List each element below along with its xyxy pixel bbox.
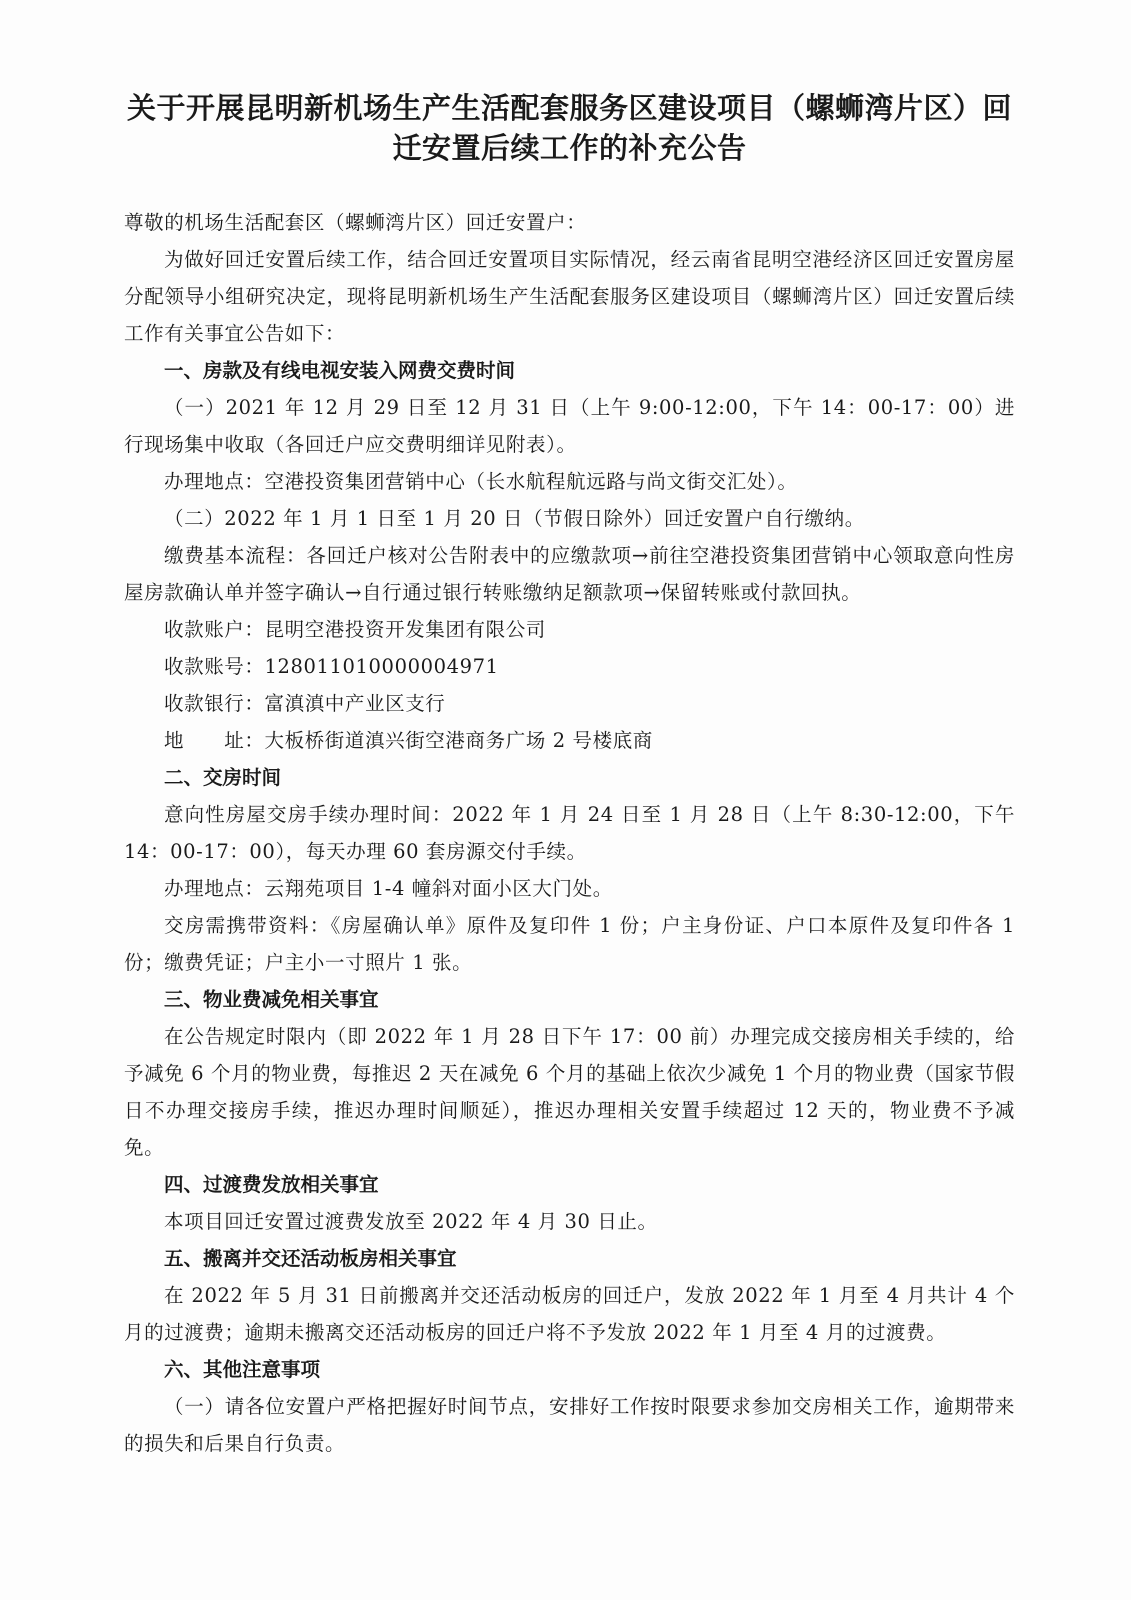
intro-paragraph: 为做好回迁安置后续工作，结合回迁安置项目实际情况，经云南省昆明空港经济区回迁安置房屋分配领导小组研究决定，现将昆明新机场生产生活配套服务区建设项目（螺蛳湾片区）回迁安置后续工作有关事宜公告如下： [124, 248, 1015, 345]
section-5-paragraph: 在 2022 年 5 月 31 日前搬离并交还活动板房的回迁户，发放 2022 年 1 月至 4 月共计 4 个月的过渡费；逾期未搬离交还活动板房的回迁户将不予发放 2022 年 1 月至 4 月的过渡费。 [124, 1284, 1015, 1344]
title-line-1: 关于开展昆明新机场生产生活配套服务区建设项目（螺蛳湾片区）回 [126, 91, 1012, 125]
payee-bank: 收款银行：富滇滇中产业区支行 [164, 692, 446, 715]
salutation: 尊敬的机场生活配套区（螺蛳湾片区）回迁安置户： [124, 211, 587, 234]
document-title [124, 88, 1015, 168]
section-5-heading: 五、搬离并交还活动板房相关事宜 [164, 1247, 457, 1270]
section-1-process: 缴费基本流程：各回迁户核对公告附表中的应缴款项→前往空港投资集团营销中心领取意向性房屋房款确认单并签字确认→自行通过银行转账缴纳足额款项→保留转账或付款回执。 [124, 544, 1015, 604]
section-2-materials: 交房需携带资料：《房屋确认单》原件及复印件 1 份；户主身份证、户口本原件及复印件各 1 份；缴费凭证；户主小一寸照片 1 张。 [124, 914, 1015, 974]
section-3-heading: 三、物业费减免相关事宜 [164, 988, 379, 1011]
section-1-paragraph: （一）2021 年 12 月 29 日至 12 月 31 日（上午 9:00-12:00，下午 14：00-17：00）进行现场集中收取（各回迁户应交费明细详见附表）。 [124, 396, 1015, 456]
section-6-paragraph: （一）请各位安置户严格把握好时间节点，安排好工作按时限要求参加交房相关工作，逾期带来的损失和后果自行负责。 [124, 1395, 1015, 1455]
title-line-2: 迁安置后续工作的补充公告 [392, 131, 747, 165]
section-6-heading: 六、其他注意事项 [164, 1358, 321, 1381]
payee-address: 地 址：大板桥街道滇兴街空港商务广场 2 号楼底商 [164, 729, 653, 752]
payee-account-name: 收款账户：昆明空港投资开发集团有限公司 [164, 618, 546, 641]
payee-account-number: 收款账号：128011010000004971 [164, 655, 499, 678]
section-2-location: 办理地点：云翔苑项目 1-4 幢斜对面小区大门处。 [164, 877, 613, 900]
section-4-heading: 四、过渡费发放相关事宜 [164, 1173, 379, 1196]
section-3-paragraph: 在公告规定时限内（即 2022 年 1 月 28 日下午 17：00 前）办理完成交接房相关手续的，给予减免 6 个月的物业费，每推迟 2 天在减免 6 个月的基础上依次少减免 1 个月的物业费（国家节假日不办理交接房手续，推迟办理时间顺延），推迟办理相关安置手续超过 12 天的，物业费不予减免。 [124, 1025, 1015, 1159]
section-1-location: 办理地点：空港投资集团营销中心（长水航程航远路与尚文街交汇处）。 [164, 470, 798, 493]
section-2-heading: 二、交房时间 [164, 766, 282, 789]
section-1-heading: 一、房款及有线电视安装入网费交费时间 [164, 359, 516, 382]
section-2-paragraph: 意向性房屋交房手续办理时间：2022 年 1 月 24 日至 1 月 28 日（上午 8:30-12:00，下午 14：00-17：00），每天办理 60 套房源交付手续。 [124, 803, 1015, 863]
section-1-paragraph: （二）2022 年 1 月 1 日至 1 月 20 日（节假日除外）回迁安置户自行缴纳。 [164, 507, 865, 530]
section-4-paragraph: 本项目回迁安置过渡费发放至 2022 年 4 月 30 日止。 [164, 1210, 658, 1233]
